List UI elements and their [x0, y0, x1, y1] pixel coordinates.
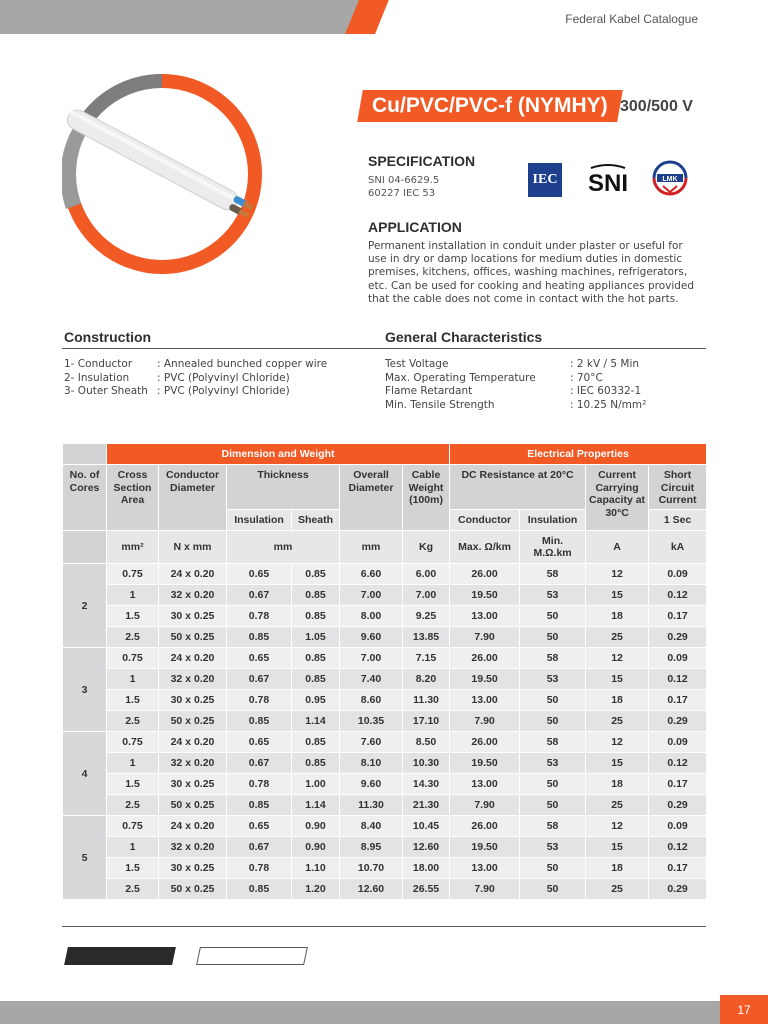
- unit-cable-weight: Kg: [403, 531, 450, 564]
- cell-insulation-resistance: 58: [520, 816, 586, 837]
- standard-line: 60227 IEC 53: [368, 188, 436, 199]
- voltage-rating: 300/500 V: [620, 98, 693, 115]
- cell-short-circuit: 0.17: [649, 690, 707, 711]
- construction-value: : PVC (Polyvinyl Chloride): [157, 371, 290, 384]
- cell-dc-resistance-conductor: 26.00: [450, 564, 520, 585]
- cell-dc-resistance-conductor: 19.50: [450, 585, 520, 606]
- cell-short-circuit: 0.29: [649, 879, 707, 900]
- cell-current-capacity: 12: [586, 564, 649, 585]
- cell-overall-diameter: 6.60: [340, 564, 403, 585]
- cable-spec-table: [62, 443, 707, 900]
- unit-dc-insulation: Min. M.Ω.km: [520, 531, 586, 564]
- cell-overall-diameter: 8.10: [340, 753, 403, 774]
- cell-insulation-resistance: 58: [520, 564, 586, 585]
- lmk-logo-text: LMK: [662, 176, 678, 183]
- cell-conductor-diameter: 30 x 0.25: [159, 858, 227, 879]
- cell-cable-weight: 9.25: [403, 606, 450, 627]
- cell-cores: 4: [63, 732, 107, 816]
- cell-cross-section: 1.5: [107, 690, 159, 711]
- cell-cable-weight: 6.00: [403, 564, 450, 585]
- cell-overall-diameter: 8.40: [340, 816, 403, 837]
- cell-current-capacity: 18: [586, 774, 649, 795]
- cell-insulation-thickness: 0.65: [227, 648, 292, 669]
- table-body: [63, 564, 707, 900]
- cell-cross-section: 0.75: [107, 648, 159, 669]
- cell-overall-diameter: 7.00: [340, 585, 403, 606]
- cell-dc-resistance-conductor: 7.90: [450, 795, 520, 816]
- specification-heading: SPECIFICATION: [368, 153, 476, 169]
- cell-dc-resistance-conductor: 13.00: [450, 690, 520, 711]
- cell-sheath-thickness: 1.00: [292, 774, 340, 795]
- characteristic-value: : 2 kV / 5 Min: [570, 358, 640, 370]
- cell-cross-section: 1: [107, 585, 159, 606]
- group-header-dimension: Dimension and Weight: [107, 444, 450, 465]
- cell-sheath-thickness: 0.85: [292, 648, 340, 669]
- cell-dc-resistance-conductor: 19.50: [450, 753, 520, 774]
- cell-insulation-resistance: 50: [520, 690, 586, 711]
- characteristic-value: : 10.25 N/mm²: [570, 398, 647, 411]
- table-row: [63, 627, 707, 648]
- application-line: Permanent installation in conduit under plaster or useful for: [368, 240, 683, 252]
- cell-short-circuit: 0.17: [649, 858, 707, 879]
- cell-sheath-thickness: 0.85: [292, 732, 340, 753]
- cell-insulation-thickness: 0.67: [227, 585, 292, 606]
- cell-sheath-thickness: 0.90: [292, 816, 340, 837]
- cell-cable-weight: 7.00: [403, 585, 450, 606]
- characteristics-values: [570, 358, 646, 412]
- cell-overall-diameter: 10.35: [340, 711, 403, 732]
- cell-cross-section: 2.5: [107, 711, 159, 732]
- cell-insulation-thickness: 0.85: [227, 879, 292, 900]
- header-dc-resistance: DC Resistance at 20°C: [450, 465, 586, 510]
- cell-short-circuit: 0.17: [649, 774, 707, 795]
- footer-band: [0, 1001, 768, 1024]
- product-title-text: Cu/PVC/PVC-f (NYMHY): [372, 94, 608, 117]
- cell-dc-resistance-conductor: 7.90: [450, 879, 520, 900]
- cell-short-circuit: 0.09: [649, 816, 707, 837]
- cell-overall-diameter: 9.60: [340, 627, 403, 648]
- cell-conductor-diameter: 30 x 0.25: [159, 690, 227, 711]
- construction-label: 3- Outer Sheath: [64, 385, 148, 397]
- cell-insulation-resistance: 53: [520, 669, 586, 690]
- cell-cross-section: 1.5: [107, 606, 159, 627]
- cell-insulation-thickness: 0.85: [227, 627, 292, 648]
- cell-insulation-resistance: 53: [520, 585, 586, 606]
- table-row: [63, 711, 707, 732]
- header-overall-diameter: Overall Diameter: [340, 465, 403, 531]
- construction-label: 2- Insulation: [64, 371, 130, 384]
- cell-insulation-resistance: 53: [520, 753, 586, 774]
- application-line: premises, kitchens, offices, washing machines, refrigerators,: [368, 266, 688, 279]
- cell-overall-diameter: 10.70: [340, 858, 403, 879]
- cell-sheath-thickness: 1.05: [292, 627, 340, 648]
- page-number: 17: [720, 995, 768, 1024]
- cell-cable-weight: 12.60: [403, 837, 450, 858]
- cell-insulation-thickness: 0.78: [227, 858, 292, 879]
- characteristics-labels: [385, 358, 536, 412]
- header-cores: No. of Cores: [63, 465, 107, 531]
- cell-sheath-thickness: 1.20: [292, 879, 340, 900]
- cell-cross-section: 1.5: [107, 774, 159, 795]
- table-row: [63, 648, 707, 669]
- construction-value: : PVC (Polyvinyl Chloride): [157, 385, 290, 397]
- cell-cross-section: 0.75: [107, 564, 159, 585]
- cell-insulation-resistance: 50: [520, 774, 586, 795]
- cell-cross-section: 0.75: [107, 816, 159, 837]
- cell-conductor-diameter: 24 x 0.20: [159, 732, 227, 753]
- lmk-logo: [648, 156, 692, 200]
- cell-cable-weight: 8.20: [403, 669, 450, 690]
- cell-insulation-resistance: 50: [520, 711, 586, 732]
- cell-cross-section: 1.5: [107, 858, 159, 879]
- cell-insulation-thickness: 0.65: [227, 816, 292, 837]
- cell-insulation-thickness: 0.65: [227, 732, 292, 753]
- cell-overall-diameter: 7.00: [340, 648, 403, 669]
- table-row: [63, 669, 707, 690]
- table-row: [63, 816, 707, 837]
- cell-short-circuit: 0.29: [649, 795, 707, 816]
- cell-cable-weight: 11.30: [403, 690, 450, 711]
- cell-sheath-thickness: 0.85: [292, 564, 340, 585]
- table-row: [63, 753, 707, 774]
- characteristics-divider: [385, 348, 706, 349]
- characteristic-label: Max. Operating Temperature: [385, 371, 536, 384]
- table-row: [63, 858, 707, 879]
- characteristic-label: Min. Tensile Strength: [385, 398, 495, 411]
- cell-current-capacity: 18: [586, 858, 649, 879]
- cell-conductor-diameter: 24 x 0.20: [159, 648, 227, 669]
- cell-short-circuit: 0.12: [649, 669, 707, 690]
- cell-dc-resistance-conductor: 13.00: [450, 606, 520, 627]
- cell-current-capacity: 18: [586, 690, 649, 711]
- unit-overall-diameter: mm: [340, 531, 403, 564]
- header-thickness: Thickness: [227, 465, 340, 510]
- cell-short-circuit: 0.29: [649, 627, 707, 648]
- cell-insulation-thickness: 0.85: [227, 711, 292, 732]
- cell-current-capacity: 15: [586, 837, 649, 858]
- cell-cable-weight: 10.30: [403, 753, 450, 774]
- application-line: use in dry or damp locations for medium duties in domestic: [368, 253, 683, 266]
- construction-values: [157, 358, 327, 399]
- cell-sheath-thickness: 0.95: [292, 690, 340, 711]
- characteristics-heading: General Characteristics: [385, 329, 543, 345]
- cell-dc-resistance-conductor: 26.00: [450, 816, 520, 837]
- application-text: [368, 240, 698, 306]
- table-row: [63, 690, 707, 711]
- cell-cable-weight: 26.55: [403, 879, 450, 900]
- cell-sheath-thickness: 0.85: [292, 753, 340, 774]
- cell-current-capacity: 18: [586, 606, 649, 627]
- cell-insulation-resistance: 53: [520, 837, 586, 858]
- table-row: [63, 732, 707, 753]
- cell-sheath-thickness: 1.10: [292, 858, 340, 879]
- cell-short-circuit: 0.17: [649, 606, 707, 627]
- cell-sheath-thickness: 1.14: [292, 711, 340, 732]
- cell-dc-resistance-conductor: 19.50: [450, 669, 520, 690]
- cell-current-capacity: 15: [586, 669, 649, 690]
- cell-cross-section: 0.75: [107, 732, 159, 753]
- cell-short-circuit: 0.12: [649, 585, 707, 606]
- cell-overall-diameter: 8.95: [340, 837, 403, 858]
- construction-heading: Construction: [64, 329, 152, 345]
- cell-cross-section: 2.5: [107, 879, 159, 900]
- cell-insulation-thickness: 0.67: [227, 837, 292, 858]
- cell-cores: 3: [63, 648, 107, 732]
- cell-insulation-thickness: 0.67: [227, 753, 292, 774]
- header-insulation: Insulation: [227, 510, 292, 531]
- cell-current-capacity: 12: [586, 732, 649, 753]
- header-current-capacity: Current Carrying Capacity at 30°C: [586, 465, 649, 531]
- cell-insulation-thickness: 0.65: [227, 564, 292, 585]
- cell-overall-diameter: 7.40: [340, 669, 403, 690]
- header-one-sec: 1 Sec: [649, 510, 707, 531]
- table-row: [63, 837, 707, 858]
- characteristic-value: : 70°C: [570, 371, 603, 384]
- cell-cable-weight: 10.45: [403, 816, 450, 837]
- group-header-electrical: Electrical Properties: [450, 444, 707, 465]
- cable-product-image: [62, 74, 262, 274]
- cell-dc-resistance-conductor: 13.00: [450, 858, 520, 879]
- cell-insulation-resistance: 50: [520, 858, 586, 879]
- cell-current-capacity: 15: [586, 753, 649, 774]
- construction-label: 1- Conductor: [64, 358, 133, 370]
- cell-sheath-thickness: 0.85: [292, 585, 340, 606]
- product-title: [357, 90, 622, 122]
- cell-insulation-thickness: 0.67: [227, 669, 292, 690]
- cell-conductor-diameter: 32 x 0.20: [159, 837, 227, 858]
- unit-current: A: [586, 531, 649, 564]
- characteristic-label: Flame Retardant: [385, 385, 473, 397]
- cell-short-circuit: 0.12: [649, 837, 707, 858]
- cell-sheath-thickness: 1.14: [292, 795, 340, 816]
- cell-insulation-resistance: 50: [520, 627, 586, 648]
- cell-insulation-thickness: 0.85: [227, 795, 292, 816]
- table-row: [63, 795, 707, 816]
- table-row: [63, 585, 707, 606]
- cell-conductor-diameter: 32 x 0.20: [159, 669, 227, 690]
- cell-insulation-resistance: 58: [520, 648, 586, 669]
- cell-insulation-thickness: 0.78: [227, 690, 292, 711]
- cell-conductor-diameter: 32 x 0.20: [159, 585, 227, 606]
- cell-current-capacity: 25: [586, 627, 649, 648]
- header-sheath: Sheath: [292, 510, 340, 531]
- cell-current-capacity: 15: [586, 585, 649, 606]
- characteristic-label: Test Voltage: [385, 358, 449, 370]
- unit-dc-conductor: Max. Ω/km: [450, 531, 520, 564]
- cell-cross-section: 2.5: [107, 795, 159, 816]
- cell-dc-resistance-conductor: 7.90: [450, 711, 520, 732]
- cell-current-capacity: 25: [586, 879, 649, 900]
- unit-conductor-diameter: N x mm: [159, 531, 227, 564]
- cell-current-capacity: 25: [586, 711, 649, 732]
- sni-logo: [588, 163, 628, 197]
- unit-thickness: mm: [227, 531, 340, 564]
- header-cable-weight: Cable Weight (100m): [403, 465, 450, 531]
- cell-cross-section: 2.5: [107, 627, 159, 648]
- cell-conductor-diameter: 32 x 0.20: [159, 753, 227, 774]
- bottom-divider: [62, 926, 706, 927]
- cell-dc-resistance-conductor: 19.50: [450, 837, 520, 858]
- cell-cable-weight: 21.30: [403, 795, 450, 816]
- cell-dc-resistance-conductor: 26.00: [450, 732, 520, 753]
- cell-cores: 2: [63, 564, 107, 648]
- construction-value: : Annealed bunched copper wire: [157, 358, 328, 370]
- construction-labels: [64, 358, 148, 399]
- table-row: [63, 774, 707, 795]
- cell-dc-resistance-conductor: 7.90: [450, 627, 520, 648]
- cell-cores: 5: [63, 816, 107, 900]
- cell-dc-resistance-conductor: 26.00: [450, 648, 520, 669]
- cell-conductor-diameter: 30 x 0.25: [159, 774, 227, 795]
- cell-cross-section: 1: [107, 669, 159, 690]
- cell-conductor-diameter: 50 x 0.25: [159, 795, 227, 816]
- cell-sheath-thickness: 0.90: [292, 837, 340, 858]
- table-row: [63, 564, 707, 585]
- sni-logo-text: SNI: [588, 170, 628, 197]
- application-line: that the cable does not come in contact with the hot parts.: [368, 292, 679, 305]
- cell-overall-diameter: 8.00: [340, 606, 403, 627]
- footer-bar-dark: [64, 947, 176, 965]
- header-dc-insulation: Insulation: [520, 510, 586, 531]
- application-line: etc. Can be used for cooking and heating appliances provided: [368, 279, 695, 292]
- cell-current-capacity: 25: [586, 795, 649, 816]
- cell-short-circuit: 0.09: [649, 648, 707, 669]
- cell-overall-diameter: 11.30: [340, 795, 403, 816]
- header-dc-conductor: Conductor: [450, 510, 520, 531]
- cell-insulation-resistance: 50: [520, 795, 586, 816]
- cell-current-capacity: 12: [586, 816, 649, 837]
- standard-line: SNI 04-6629.5: [368, 175, 440, 186]
- cell-current-capacity: 12: [586, 648, 649, 669]
- unit-short-circuit: kA: [649, 531, 707, 564]
- table-row: [63, 879, 707, 900]
- cell-insulation-resistance: 50: [520, 606, 586, 627]
- cell-cable-weight: 17.10: [403, 711, 450, 732]
- cell-conductor-diameter: 24 x 0.20: [159, 564, 227, 585]
- table-corner: [63, 444, 107, 465]
- cell-cross-section: 1: [107, 753, 159, 774]
- catalogue-title: Federal Kabel Catalogue: [565, 12, 698, 26]
- cell-conductor-diameter: 50 x 0.25: [159, 627, 227, 648]
- cell-insulation-thickness: 0.78: [227, 774, 292, 795]
- cell-overall-diameter: 7.60: [340, 732, 403, 753]
- header-short-circuit: Short Circuit Current: [649, 465, 707, 510]
- cell-cable-weight: 14.30: [403, 774, 450, 795]
- cell-insulation-resistance: 58: [520, 732, 586, 753]
- cell-short-circuit: 0.29: [649, 711, 707, 732]
- cell-cable-weight: 8.50: [403, 732, 450, 753]
- cell-cable-weight: 7.15: [403, 648, 450, 669]
- iec-logo: IEC: [528, 163, 562, 197]
- cell-conductor-diameter: 50 x 0.25: [159, 879, 227, 900]
- cell-conductor-diameter: 50 x 0.25: [159, 711, 227, 732]
- header-conductor-diameter: Conductor Diameter: [159, 465, 227, 531]
- cell-insulation-thickness: 0.78: [227, 606, 292, 627]
- cell-insulation-resistance: 50: [520, 879, 586, 900]
- cell-conductor-diameter: 24 x 0.20: [159, 816, 227, 837]
- cell-cross-section: 1: [107, 837, 159, 858]
- cell-short-circuit: 0.09: [649, 564, 707, 585]
- cell-short-circuit: 0.12: [649, 753, 707, 774]
- cell-overall-diameter: 12.60: [340, 879, 403, 900]
- construction-divider: [62, 348, 386, 349]
- table-row: [63, 606, 707, 627]
- cell-short-circuit: 0.09: [649, 732, 707, 753]
- application-heading: APPLICATION: [368, 219, 462, 235]
- footer-bar-outline: [196, 947, 308, 965]
- unit-cross-section: mm²: [107, 531, 159, 564]
- cell-conductor-diameter: 30 x 0.25: [159, 606, 227, 627]
- characteristic-value: : IEC 60332-1: [570, 385, 642, 397]
- cell-dc-resistance-conductor: 13.00: [450, 774, 520, 795]
- unit-cores: [63, 531, 107, 564]
- cell-overall-diameter: 9.60: [340, 774, 403, 795]
- cell-sheath-thickness: 0.85: [292, 606, 340, 627]
- cell-cable-weight: 13.85: [403, 627, 450, 648]
- cell-cable-weight: 18.00: [403, 858, 450, 879]
- cell-sheath-thickness: 0.85: [292, 669, 340, 690]
- header-cross-section: Cross Section Area: [107, 465, 159, 531]
- cell-overall-diameter: 8.60: [340, 690, 403, 711]
